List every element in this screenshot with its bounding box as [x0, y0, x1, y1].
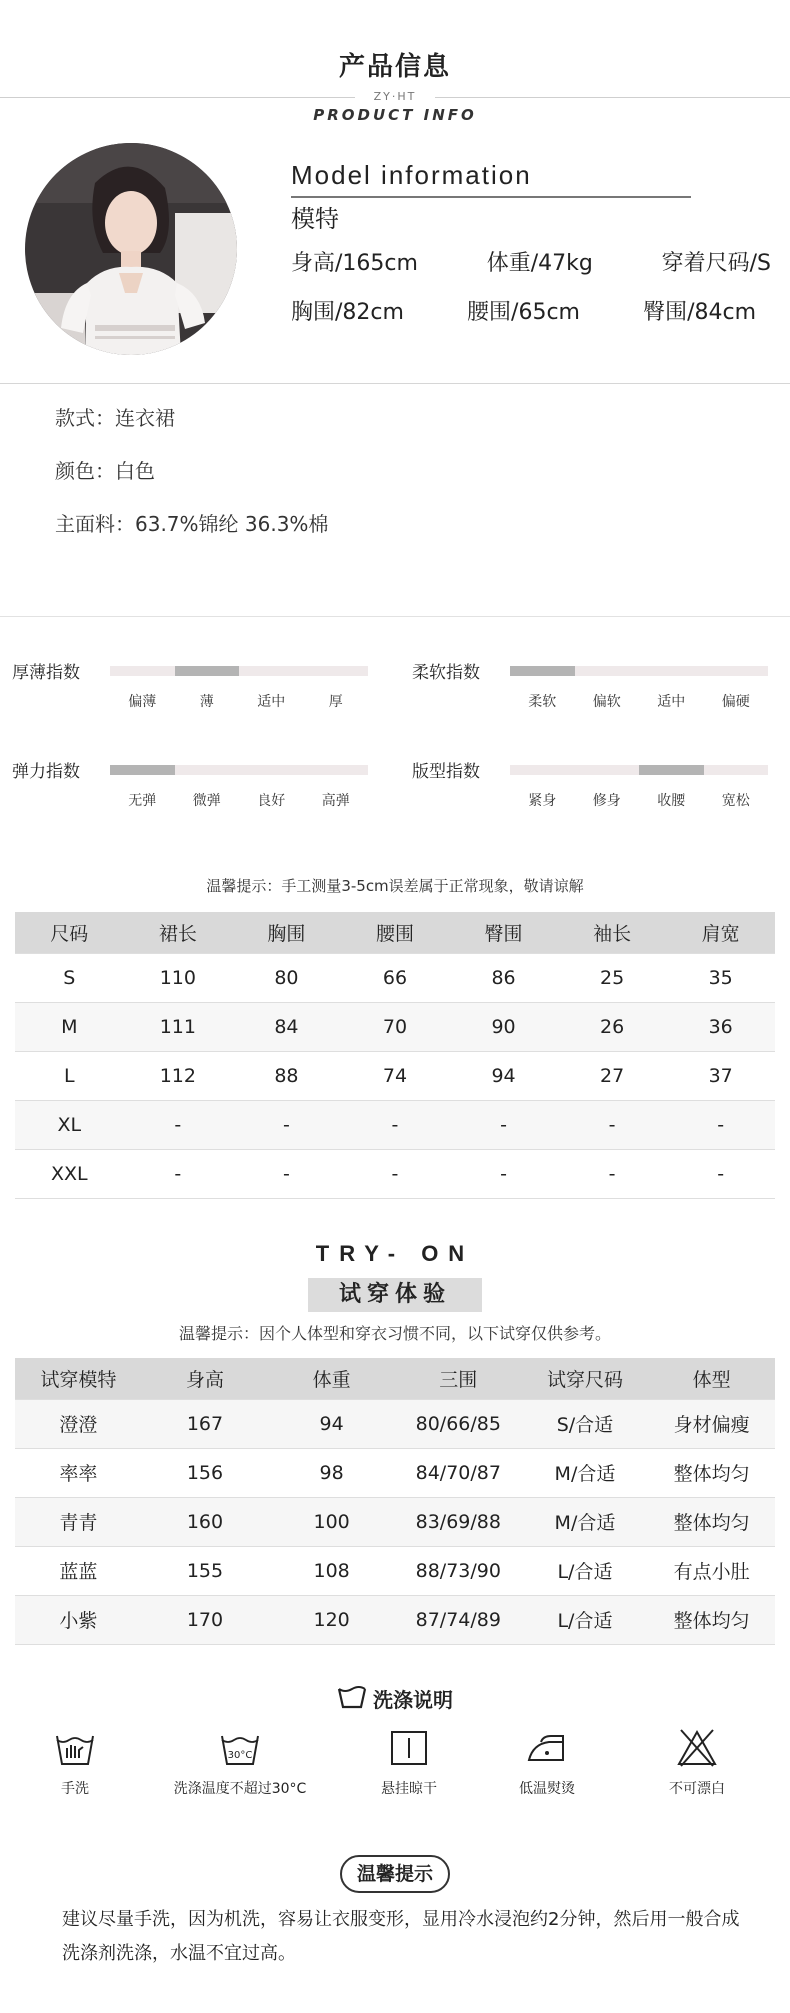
table-row: [15, 953, 775, 1002]
table-header-cell: 体型: [648, 1358, 775, 1399]
page-subtitle: PRODUCT INFO: [313, 106, 477, 124]
table-cell: 35: [666, 953, 775, 1002]
table-header-cell: 试穿模特: [15, 1358, 142, 1399]
table-row: [15, 1497, 775, 1546]
table-cell: 86: [449, 953, 558, 1002]
care-label: 手洗: [61, 1781, 89, 1797]
table-cell: -: [124, 1149, 233, 1198]
page-title: 产品信息: [338, 52, 451, 82]
table-header-cell: 尺码: [15, 912, 124, 953]
table-cell: -: [558, 1149, 667, 1198]
table-cell: 84: [232, 1002, 341, 1051]
table-row: [15, 1100, 775, 1149]
wash-basin-icon: [337, 1685, 367, 1711]
table-row: [15, 1399, 775, 1448]
table-header-cell: 肩宽: [666, 912, 775, 953]
table-cell: -: [341, 1149, 450, 1198]
tryon-tip: 温馨提示：因个人体型和穿衣习惯不同，以下试穿仅供参考。: [178, 1324, 611, 1343]
table-cell: XXL: [15, 1149, 124, 1198]
index-option: 偏薄: [128, 694, 157, 710]
table-cell: 蓝蓝: [15, 1546, 142, 1595]
model-stats-row-1: [291, 246, 771, 277]
table-cell: 36: [666, 1002, 775, 1051]
table-cell: 110: [124, 953, 233, 1002]
product-style: 款式：连衣裙: [55, 406, 175, 430]
table-cell: 167: [142, 1399, 269, 1448]
table-row: [15, 1546, 775, 1595]
table-cell: 66: [341, 953, 450, 1002]
table-cell: 94: [449, 1051, 558, 1100]
table-cell: -: [449, 1100, 558, 1149]
table-header-cell: 三围: [395, 1358, 522, 1399]
table-row: [15, 1051, 775, 1100]
table-cell: 108: [268, 1546, 395, 1595]
table-cell: 70: [341, 1002, 450, 1051]
table-cell: -: [666, 1149, 775, 1198]
table-cell: 160: [142, 1497, 269, 1546]
index-option: 宽松: [721, 793, 750, 809]
table-cell: 身材偏瘦: [648, 1399, 775, 1448]
index-option: 偏软: [592, 694, 621, 710]
index-option: 高弹: [321, 793, 350, 809]
table-row: [15, 1149, 775, 1198]
model-title-cn: 模特: [291, 205, 339, 233]
table-header-cell: 胸围: [232, 912, 341, 953]
size-tip: 温馨提示：手工测量3-5cm误差属于正常现象，敬请谅解: [206, 877, 584, 895]
section-divider: [0, 383, 790, 384]
index-option: 无弹: [128, 793, 157, 809]
table-cell: 94: [268, 1399, 395, 1448]
model-hip: 臀围/84cm: [643, 300, 756, 325]
care-label: 低温熨烫: [519, 1781, 575, 1797]
table-cell: -: [666, 1100, 775, 1149]
warm-tip-text: 建议尽量手洗，因为机洗，容易让衣服变形，显用冷水浸泡约2分钟，然后用一般合成洗涤剂洗涤，水温不宜过高。: [62, 1909, 740, 1964]
index-bar: [110, 765, 368, 775]
table-header-cell: 袖长: [558, 912, 667, 953]
table-cell: 整体均匀: [648, 1448, 775, 1497]
table-cell: -: [232, 1100, 341, 1149]
care-label: 不可漂白: [669, 1781, 725, 1797]
care-item-no-bleach: [622, 1728, 772, 1798]
model-photo: [25, 143, 237, 355]
table-cell: 26: [558, 1002, 667, 1051]
index-bar: [510, 666, 768, 676]
table-cell: 156: [142, 1448, 269, 1497]
care-title-text: 洗涤说明: [373, 1688, 453, 1712]
table-cell: 120: [268, 1595, 395, 1644]
hang-dry-icon: [387, 1728, 431, 1768]
model-weight: 体重/47kg: [486, 251, 593, 276]
index-label: 弹力指数: [12, 762, 80, 782]
table-cell: 83/69/88: [395, 1497, 522, 1546]
table-cell: L/合适: [522, 1546, 649, 1595]
table-header-cell: 臀围: [449, 912, 558, 953]
model-title-en: Model information: [291, 160, 532, 190]
brand-mark: ZY·HT: [355, 90, 435, 103]
table-cell: 155: [142, 1546, 269, 1595]
table-row: [15, 1002, 775, 1051]
table-header-cell: 体重: [268, 1358, 395, 1399]
table-cell: 整体均匀: [648, 1497, 775, 1546]
table-cell: S: [15, 953, 124, 1002]
index-option: 微弹: [192, 793, 221, 809]
table-header-cell: 试穿尺码: [522, 1358, 649, 1399]
warm-tip-badge: 温馨提示: [340, 1855, 450, 1893]
index-label: 柔软指数: [412, 663, 480, 683]
table-cell: -: [232, 1149, 341, 1198]
table-cell: M/合适: [522, 1497, 649, 1546]
table-cell: M: [15, 1002, 124, 1051]
index-selected-segment: [110, 765, 175, 775]
table-cell: 80: [232, 953, 341, 1002]
table-cell: 小紫: [15, 1595, 142, 1644]
table-cell: 84/70/87: [395, 1448, 522, 1497]
table-cell: 25: [558, 953, 667, 1002]
care-item-low-iron: [472, 1728, 622, 1798]
care-item-hang-dry: [334, 1728, 484, 1798]
low-iron-icon: [525, 1728, 569, 1768]
table-cell: 整体均匀: [648, 1595, 775, 1644]
hand-wash-icon: [53, 1728, 97, 1768]
table-header-cell: 身高: [142, 1358, 269, 1399]
table-cell: -: [341, 1100, 450, 1149]
model-waist: 腰围/65cm: [467, 300, 580, 325]
table-cell: 青青: [15, 1497, 142, 1546]
table-header-cell: 腰围: [341, 912, 450, 953]
model-height: 身高/165cm: [291, 251, 418, 276]
table-cell: 170: [142, 1595, 269, 1644]
table-cell: S/合适: [522, 1399, 649, 1448]
table-cell: 27: [558, 1051, 667, 1100]
index-option: 良好: [257, 793, 286, 809]
tryon-title-en: TRY- ON: [315, 1241, 475, 1266]
table-cell: M/合适: [522, 1448, 649, 1497]
index-option: 收腰: [657, 793, 686, 809]
care-item-wash-30: [165, 1728, 315, 1798]
table-cell: 88: [232, 1051, 341, 1100]
table-cell: 98: [268, 1448, 395, 1497]
care-label: 洗涤温度不超过30°C: [173, 1781, 307, 1797]
index-bar: [510, 765, 768, 775]
table-cell: 74: [341, 1051, 450, 1100]
size-table: [15, 912, 775, 1199]
index-option: 适中: [657, 694, 686, 710]
table-cell: -: [449, 1149, 558, 1198]
table-cell: 率率: [15, 1448, 142, 1497]
table-cell: 80/66/85: [395, 1399, 522, 1448]
model-bust: 胸围/82cm: [291, 300, 404, 325]
model-title-underline: [291, 196, 691, 198]
table-cell: 112: [124, 1051, 233, 1100]
table-row: [15, 1448, 775, 1497]
wash-30-icon: [218, 1728, 262, 1768]
table-row: [15, 1595, 775, 1644]
table-header-row: [15, 912, 775, 953]
table-cell: 88/73/90: [395, 1546, 522, 1595]
tryon-title-cn: 试穿体验: [308, 1278, 482, 1312]
index-option: 柔软: [528, 694, 557, 710]
tryon-table: [15, 1358, 775, 1645]
index-selected-segment: [510, 666, 575, 676]
index-option: 薄: [199, 694, 214, 710]
table-cell: L/合适: [522, 1595, 649, 1644]
index-option: 厚: [328, 694, 343, 710]
index-bar: [110, 666, 368, 676]
wash-temp-badge: 30°C: [227, 1750, 253, 1761]
product-color: 颜色：白色: [55, 459, 155, 483]
index-label: 版型指数: [412, 762, 480, 782]
index-option: 适中: [257, 694, 286, 710]
index-option: 修身: [592, 793, 621, 809]
table-cell: 有点小肚: [648, 1546, 775, 1595]
table-cell: -: [124, 1100, 233, 1149]
table-cell: L: [15, 1051, 124, 1100]
product-fabric: 主面料：63.7%锦纶 36.3%棉: [55, 512, 329, 536]
table-cell: 37: [666, 1051, 775, 1100]
index-label: 厚薄指数: [12, 663, 80, 683]
no-bleach-icon: [675, 1728, 719, 1768]
index-selected-segment: [639, 765, 704, 775]
model-stats-row-2: [291, 295, 756, 326]
index-option: 偏硬: [721, 694, 750, 710]
table-cell: 87/74/89: [395, 1595, 522, 1644]
index-option: 紧身: [528, 793, 557, 809]
care-item-hand-wash: [0, 1728, 150, 1798]
table-cell: 澄澄: [15, 1399, 142, 1448]
care-label: 悬挂晾干: [381, 1781, 437, 1797]
table-cell: 100: [268, 1497, 395, 1546]
index-selected-segment: [175, 666, 240, 676]
table-header-cell: 裙长: [124, 912, 233, 953]
section-divider: [0, 616, 790, 617]
table-cell: XL: [15, 1100, 124, 1149]
table-cell: 111: [124, 1002, 233, 1051]
model-size: 穿着尺码/S: [661, 251, 771, 276]
table-header-row: [15, 1358, 775, 1399]
care-section-title: [0, 1684, 790, 1713]
table-cell: -: [558, 1100, 667, 1149]
table-cell: 90: [449, 1002, 558, 1051]
